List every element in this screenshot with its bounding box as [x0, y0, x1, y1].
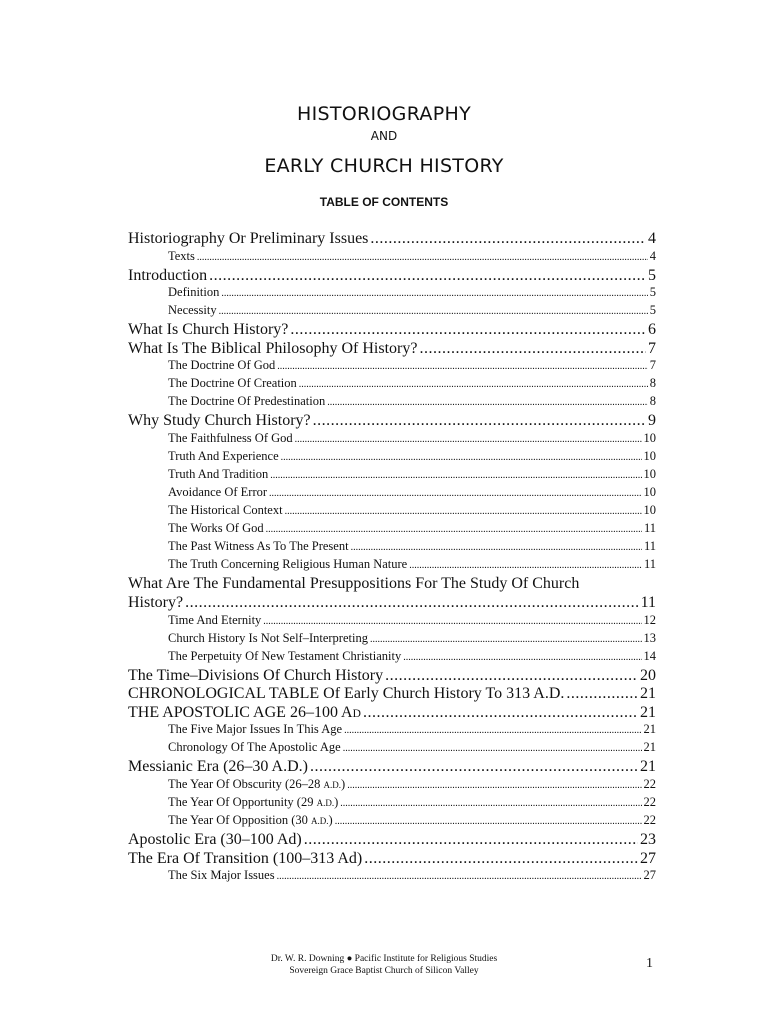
toc-title-text: History?: [128, 593, 184, 611]
toc-dot-leader: [281, 452, 642, 463]
title-and: AND: [370, 129, 398, 143]
toc-title-text: Historiography Or Preliminary Issues: [128, 230, 369, 247]
toc-title-text: Necessity: [168, 303, 217, 318]
toc-subentry[interactable]: [128, 449, 656, 467]
toc-title-text: The Doctrine Of Predestination: [168, 394, 326, 409]
toc-page-number: 7: [649, 358, 656, 373]
toc-title-text: The Past Witness As To The Present: [168, 538, 349, 553]
toc-entry-title: [168, 777, 345, 792]
toc-subentry[interactable]: [128, 795, 656, 813]
toc-page-number: 10: [643, 466, 656, 481]
toc-dot-leader: [310, 758, 638, 776]
toc-entry[interactable]: [128, 321, 656, 340]
toc-subentry[interactable]: [128, 722, 656, 740]
document-title: HISTORIOGRAPHY: [297, 103, 471, 125]
toc-entry-title: [128, 575, 579, 593]
toc-page-number: 8: [649, 376, 656, 391]
toc-entry[interactable]: [128, 685, 656, 704]
toc-dot-leader: [566, 685, 638, 703]
toc-dot-leader: [327, 397, 648, 408]
toc-dot-leader: [363, 704, 638, 722]
toc-page-number: 21: [640, 685, 656, 703]
toc-title-text: THE APOSTOLIC AGE 26–100 A: [128, 703, 353, 721]
footer-church-line: Sovereign Grace Baptist Church of Silicon Valley: [289, 966, 479, 976]
toc-entry-title: [128, 230, 368, 248]
toc-entry-title: [128, 850, 362, 868]
toc-entry-title: [168, 795, 338, 810]
toc-subentry[interactable]: [128, 613, 656, 631]
toc-entry-title: [128, 267, 207, 285]
toc-subentry[interactable]: [128, 521, 656, 539]
toc-title-text: Texts: [168, 248, 195, 263]
toc-title-text: Truth And Experience: [168, 448, 279, 463]
toc-dot-leader: [370, 230, 646, 248]
toc-dot-leader: [209, 267, 646, 285]
toc-page-number: 14: [643, 648, 656, 663]
toc-entry[interactable]: [128, 412, 656, 431]
toc-title-text: Time And Eternity: [168, 612, 262, 627]
toc-dot-leader: [285, 506, 642, 517]
toc-title-text: The Time–Divisions Of Church History: [128, 666, 384, 684]
toc-page-number: 21: [640, 703, 656, 721]
toc-dot-leader: [277, 361, 647, 372]
toc-page-number: 8: [649, 394, 656, 409]
toc-subentry[interactable]: [128, 868, 656, 886]
toc-title-smallcaps: A.D.: [316, 797, 335, 808]
toc-title-text: Definition: [168, 285, 220, 300]
toc-page-number: 11: [643, 520, 656, 535]
toc-heading: TABLE OF CONTENTS: [319, 195, 449, 209]
toc-entry-title: [128, 321, 288, 339]
toc-title-text: The Doctrine Of Creation: [168, 376, 297, 391]
toc-title-text: The Perpetuity Of New Testament Christianity: [168, 648, 402, 663]
toc-title-text: Church History Is Not Self–Interpreting: [168, 630, 368, 645]
toc-title-text: The Truth Concerning Religious Human Nature: [168, 556, 408, 571]
toc-page-number: 10: [643, 502, 656, 517]
toc-page-number: 10: [643, 430, 656, 445]
toc-entry-title: [168, 303, 217, 318]
toc-dot-leader: [295, 434, 642, 445]
toc-entry-title: [168, 394, 325, 409]
toc-page-number: 4: [649, 248, 656, 263]
toc-entry-title: [168, 740, 341, 755]
toc-entry[interactable]: [128, 667, 656, 686]
toc-title-suffix: ): [328, 812, 333, 827]
document-subtitle: EARLY CHURCH HISTORY: [264, 155, 504, 177]
toc-entry-title: [168, 358, 275, 373]
toc-dot-leader: [364, 850, 638, 868]
toc-dot-leader: [403, 652, 641, 663]
toc-title-text: The Six Major Issues: [168, 868, 275, 883]
toc-subentry[interactable]: [128, 557, 656, 575]
page-number: 1: [646, 956, 653, 971]
toc-entry-title: [128, 831, 302, 849]
toc-entry[interactable]: [128, 230, 656, 249]
toc-title-text: Why Study Church History?: [128, 412, 311, 430]
toc-entry-title: [128, 704, 361, 722]
toc-page-number: 6: [648, 321, 656, 339]
toc-title-text: What Is Church History?: [128, 321, 289, 339]
toc-subentry[interactable]: [128, 649, 656, 667]
toc-dot-leader: [197, 252, 648, 263]
toc-page-number: 10: [643, 448, 656, 463]
toc-page-number: 27: [640, 849, 656, 867]
toc-entry-title: [168, 449, 279, 464]
toc-subentry[interactable]: [128, 777, 656, 795]
table-of-contents: [128, 230, 656, 886]
toc-subentry[interactable]: [128, 467, 656, 485]
toc-entry-title: [168, 539, 349, 554]
toc-subentry[interactable]: [128, 813, 656, 831]
toc-title-text: Introduction: [128, 266, 208, 284]
toc-subentry[interactable]: [128, 249, 656, 267]
toc-title-text: The Era Of Transition (100–313 Ad): [128, 849, 363, 867]
toc-entry-title: [128, 340, 417, 358]
toc-subentry[interactable]: [128, 485, 656, 503]
toc-dot-leader: [347, 780, 641, 791]
toc-entry-title: [128, 594, 183, 612]
toc-title-text: The Historical Context: [168, 502, 283, 517]
toc-page-number: 11: [643, 556, 656, 571]
toc-entry-title: [168, 249, 195, 264]
toc-dot-leader: [335, 816, 642, 827]
toc-entry-title: [168, 868, 275, 883]
toc-entry-title: [168, 285, 219, 300]
toc-title-text: The Works Of God: [168, 520, 264, 535]
toc-entry-title: [128, 758, 308, 776]
toc-subentry[interactable]: [128, 431, 656, 449]
toc-page-number: 21: [643, 740, 656, 755]
toc-page-number: 12: [643, 612, 656, 627]
toc-entry[interactable]: [128, 850, 656, 869]
toc-dot-leader: [269, 488, 641, 499]
toc-title-suffix: ): [334, 794, 339, 809]
toc-page-number: 5: [649, 285, 656, 300]
toc-entry-title: [128, 667, 383, 685]
toc-dot-leader: [219, 306, 648, 317]
toc-title-text: Truth And Tradition: [168, 466, 269, 481]
toc-title-text: The Five Major Issues In This Age: [168, 722, 343, 737]
toc-entry-title: [168, 521, 264, 536]
toc-entry-title: [168, 649, 401, 664]
toc-dot-leader: [351, 542, 642, 553]
toc-dot-leader: [263, 616, 641, 627]
toc-dot-leader: [370, 634, 642, 645]
toc-dot-leader: [290, 321, 646, 339]
toc-entry[interactable]: [128, 831, 656, 850]
toc-entry-title: [128, 412, 311, 430]
toc-subentry[interactable]: [128, 740, 656, 758]
toc-dot-leader: [304, 831, 638, 849]
toc-subentry[interactable]: [128, 303, 656, 321]
toc-page-number: 21: [640, 758, 656, 776]
toc-entry[interactable]: [128, 340, 656, 359]
toc-title-text: The Doctrine Of God: [168, 358, 276, 373]
toc-dot-leader: [277, 871, 642, 882]
toc-subentry[interactable]: [128, 285, 656, 303]
toc-title-text: The Faithfulness Of God: [168, 430, 293, 445]
toc-page-number: 21: [643, 722, 656, 737]
toc-dot-leader: [185, 594, 638, 612]
toc-title-smallcaps: D: [352, 707, 361, 720]
toc-page-number: 27: [643, 868, 656, 883]
toc-dot-leader: [221, 288, 647, 299]
toc-title-text: Apostolic Era (30–100 Ad): [128, 830, 302, 848]
toc-entry[interactable]: [128, 758, 656, 777]
toc-dot-leader: [266, 524, 642, 535]
toc-title-suffix: ): [341, 776, 346, 791]
toc-dot-leader: [340, 798, 641, 809]
toc-title-smallcaps: A.D.: [311, 815, 329, 826]
toc-dot-leader: [409, 560, 642, 571]
toc-page-number: 4: [648, 230, 656, 247]
toc-entry-title: [168, 613, 261, 628]
footer-author-line: Dr. W. R. Downing ● Pacific Institute for Religious Studies: [270, 954, 498, 964]
toc-subentry[interactable]: [128, 503, 656, 521]
toc-entry-title: [168, 813, 333, 828]
toc-page-number: 22: [643, 776, 656, 791]
toc-page-number: 9: [648, 412, 656, 430]
toc-title-text: CHRONOLOGICAL TABLE Of Early Church History To 313 A.D.: [128, 685, 565, 703]
toc-title-text: The Year Of Opposition (30: [168, 812, 312, 827]
toc-entry[interactable]: [128, 704, 656, 723]
toc-page-number: 20: [640, 666, 656, 684]
toc-entry-title: [168, 485, 267, 500]
toc-title-smallcaps: A.D.: [323, 779, 342, 790]
toc-entry-title: [168, 431, 293, 446]
toc-entry-title: [168, 631, 368, 646]
toc-dot-leader: [419, 340, 646, 358]
toc-page-number: 22: [643, 794, 656, 809]
toc-title-text: What Are The Fundamental Presuppositions For The Study Of Church: [128, 574, 580, 592]
toc-title-text: The Year Of Opportunity (29: [168, 794, 317, 809]
toc-entry[interactable]: [128, 594, 656, 613]
toc-page-number: 11: [643, 538, 656, 553]
toc-title-text: Messianic Era (26–30 A.D.): [128, 758, 308, 776]
toc-title-text: Avoidance Of Error: [168, 484, 268, 499]
toc-subentry[interactable]: [128, 394, 656, 412]
toc-page-number: 5: [648, 266, 656, 284]
toc-page-number: 10: [643, 484, 656, 499]
toc-dot-leader: [299, 379, 648, 390]
toc-title-text: The Year Of Obscurity (26–28: [168, 776, 324, 791]
toc-dot-leader: [343, 743, 642, 754]
toc-entry[interactable]: [128, 267, 656, 286]
toc-title-text: What Is The Biblical Philosophy Of History?: [128, 339, 418, 357]
toc-entry-title: [168, 722, 342, 737]
toc-dot-leader: [270, 470, 641, 481]
toc-entry-title: [168, 503, 283, 518]
toc-subentry[interactable]: [128, 539, 656, 557]
toc-page-number: 13: [643, 630, 656, 645]
toc-dot-leader: [385, 667, 638, 685]
toc-entry-title: [168, 467, 268, 482]
toc-page-number: 23: [640, 830, 656, 848]
toc-page-number: 11: [640, 593, 656, 611]
toc-entry-title: [168, 557, 407, 572]
toc-page-number: 7: [648, 339, 656, 357]
toc-dot-leader: [313, 412, 646, 430]
toc-title-text: Chronology Of The Apostolic Age: [168, 740, 341, 755]
toc-page-number: 5: [649, 303, 656, 318]
toc-entry-title: [168, 376, 297, 391]
toc-page-number: 22: [643, 812, 656, 827]
toc-dot-leader: [344, 725, 641, 736]
toc-subentry[interactable]: [128, 376, 656, 394]
toc-entry[interactable]: [128, 575, 656, 594]
toc-subentry[interactable]: [128, 631, 656, 649]
toc-subentry[interactable]: [128, 358, 656, 376]
toc-entry-title: [128, 685, 564, 703]
